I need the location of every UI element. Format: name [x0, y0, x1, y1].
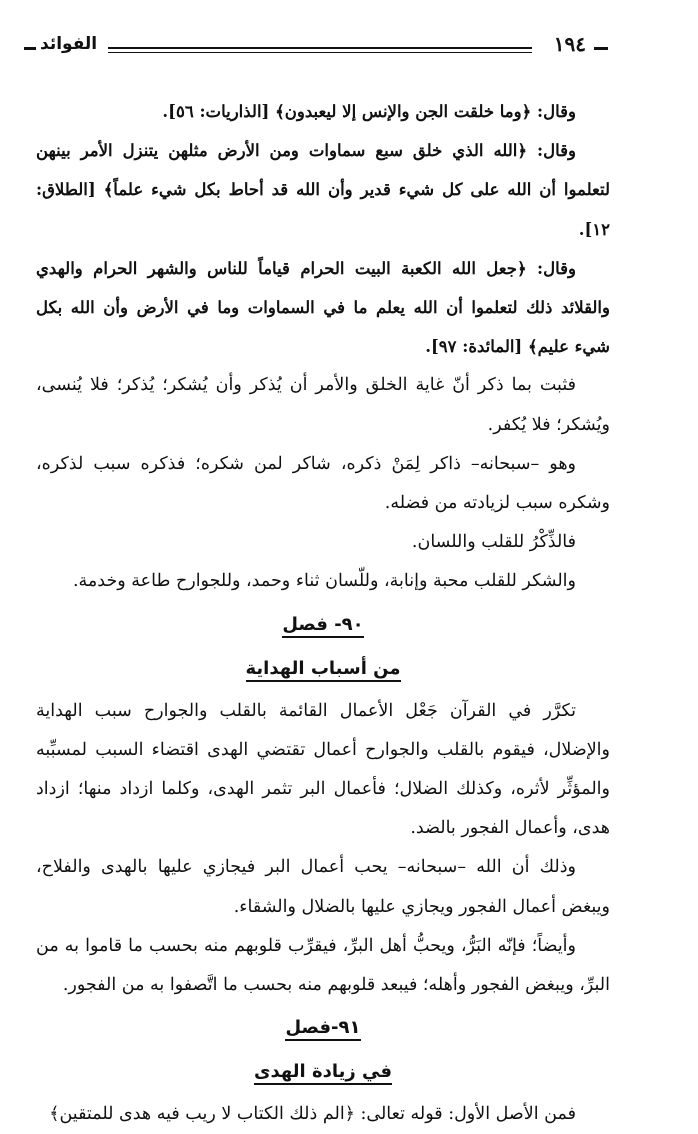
header-dash-left	[24, 47, 36, 50]
paragraph: وأيضاً؛ فإنّه البَرُّ، ويحبُّ أهل البرِّ، فيقرِّب قلوبهم منه بحسب ما قاموا به من البرِّ، ويبغض الفجور وأهله؛ فيبعد قلوبهم منه بحسب ما اتَّصفوا به من الفجور.	[36, 935, 610, 996]
section-91-number-text: ٩١-فصل	[285, 1017, 360, 1041]
paragraph: فثبت بما ذكر أنّ غاية الخلق والأمر أن يُذكر وأن يُشكر؛ يُذكر؛ فلا يُنسى، ويُشكر؛ فلا يُكفر.	[36, 375, 610, 435]
paragraph: فمن الأصل الأول: قوله تعالى: ﴿الم ذلك الكتاب لا ريب فيه هدى للمتقين﴾	[49, 1104, 576, 1125]
section-90-number	[36, 604, 610, 646]
book-title: الفوائد	[40, 34, 98, 54]
paragraph: والشكر للقلب محبة وإنابة، وللّسان ثناء وحمد، وللجوارح طاعة وخدمة.	[72, 571, 576, 592]
paragraph: تكرَّر في القرآن جَعْل الأعمال القائمة بالقلب والجوارح سبب الهداية والإضلال، فيقوم بالقلب والجوارح أعمال تقتضي الهدى اقتضاء السبب لمسبِّبه والمؤثِّر لأثره، وكذلك الضلال؛ فأعمال البر تثمر الهدى، وكلما ازداد منها؛ ازداد هدى، وأعمال الفجور بالضد.	[36, 700, 610, 839]
verse-paragraph-talaq: وقال: ﴿الله الذي خلق سبع سماوات ومن الأرض مثلهن يتنزل الأمر بينهن لتعلموا أن الله على كل شيء قدير وأن الله قد أحاط بكل شيء علماً﴾ [الطلاق: ١٢].	[36, 141, 610, 239]
section-91-title	[36, 1051, 610, 1093]
paragraph: وذلك أن الله –سبحانه– يحب أعمال البر فيجازي عليها بالهدى والفلاح، ويبغض أعمال الفجور ويجازي عليها بالضلال والشقاء.	[36, 857, 610, 917]
section-91-title-text: في زيادة الهدى	[254, 1061, 392, 1085]
paragraph: وهو –سبحانه– ذاكر لِمَنْ ذكره، شاكر لمن شكره؛ فذكره سبب لذكره، وشكره سبب لزيادته من فضله.	[36, 453, 610, 514]
section-91-number	[36, 1007, 610, 1049]
page-body	[36, 92, 610, 1134]
verse-paragraph-maidah: وقال: ﴿جعل الله الكعبة البيت الحرام قياماً للناس والشهر الحرام والهدي والقلائد ذلك لتعلموا أن الله يعلم ما في السماوات وما في الأرض وأن الله بكل شيء عليم﴾ [المائدة: ٩٧].	[36, 258, 610, 357]
verse-paragraph-dhariyat: وقال: ﴿وما خلقت الجن والإنس إلا ليعبدون﴾ [الذاريات: ٥٦].	[162, 102, 576, 121]
header-rule	[108, 47, 532, 49]
paragraph: فالذِّكْرُ للقلب واللسان.	[411, 532, 576, 553]
section-90-number-text: ٩٠- فصل	[282, 614, 363, 638]
section-90-title-text: من أسباب الهداية	[246, 658, 401, 682]
header-dash-right	[594, 47, 608, 50]
section-90-title	[36, 648, 610, 690]
page-number: ١٩٤	[553, 32, 586, 56]
header-rule-thin	[108, 52, 532, 53]
running-header	[22, 32, 608, 66]
